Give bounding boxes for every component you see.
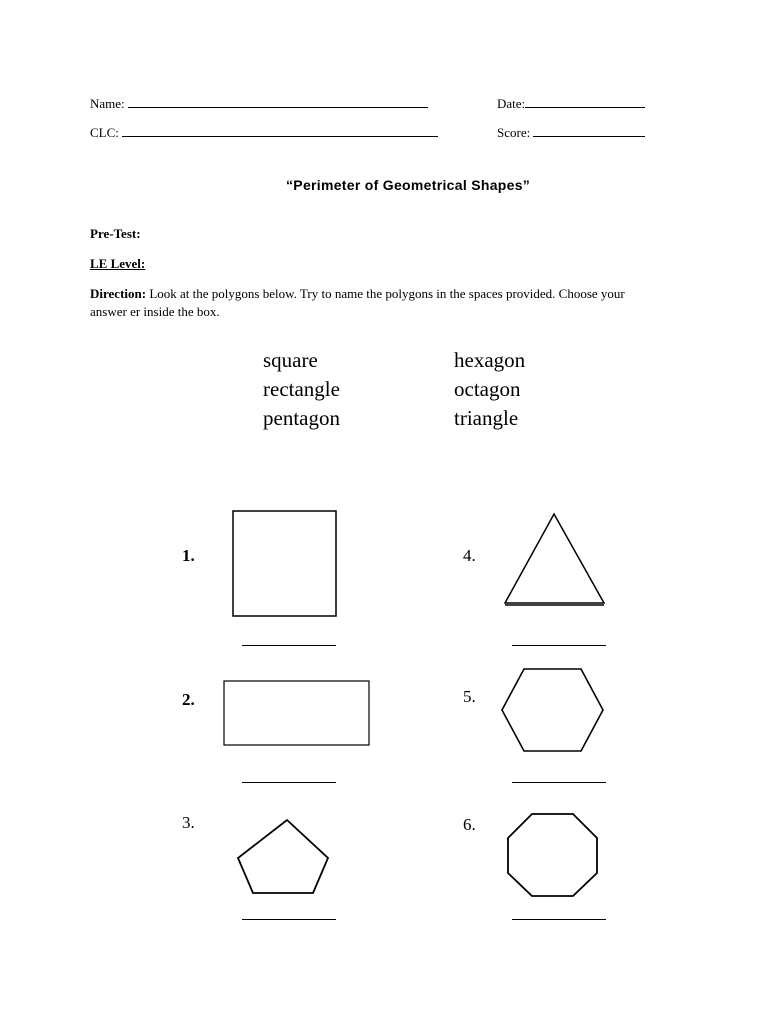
score-blank[interactable] bbox=[533, 124, 645, 137]
clc-field[interactable] bbox=[90, 124, 438, 141]
answer-blank-2[interactable] bbox=[242, 782, 336, 783]
item-number: 4. bbox=[463, 546, 476, 565]
word-box-right bbox=[454, 346, 525, 433]
score-label: Score: bbox=[497, 125, 531, 140]
le-level-label: LE Level: bbox=[90, 256, 146, 271]
answer-blank-3[interactable] bbox=[242, 919, 336, 920]
item-number: 1. bbox=[182, 546, 195, 565]
hexagon-icon bbox=[500, 667, 606, 753]
answer-blank-4[interactable] bbox=[512, 645, 606, 646]
pretest-label: Pre-Test: bbox=[90, 226, 141, 241]
answer-blank-5[interactable] bbox=[512, 782, 606, 783]
date-label: Date: bbox=[497, 96, 526, 111]
item-number: 5. bbox=[463, 687, 476, 706]
page-title: “Perimeter of Geometrical Shapes” bbox=[286, 177, 531, 193]
pentagon-icon bbox=[235, 818, 331, 896]
name-field[interactable] bbox=[90, 95, 428, 112]
word-option: pentagon bbox=[263, 406, 340, 430]
direction-body: Look at the polygons below. Try to name the polygons in the spaces provided. Choose your answer er inside the box. bbox=[90, 286, 625, 319]
item-number: 6. bbox=[463, 815, 476, 834]
date-field[interactable] bbox=[497, 95, 645, 112]
name-label: Name: bbox=[90, 96, 125, 111]
octagon-icon bbox=[506, 812, 600, 898]
rectangle-icon bbox=[223, 680, 371, 747]
direction-label: Direction: bbox=[90, 286, 147, 301]
word-box-left bbox=[263, 346, 340, 433]
direction-text bbox=[90, 285, 650, 321]
answer-blank-6[interactable] bbox=[512, 919, 606, 920]
triangle-icon bbox=[503, 512, 607, 606]
square-icon bbox=[232, 510, 338, 618]
answer-blank-1[interactable] bbox=[242, 645, 336, 646]
item-number: 2. bbox=[182, 690, 195, 709]
word-option: triangle bbox=[454, 406, 519, 430]
item-number: 3. bbox=[182, 813, 195, 832]
score-field[interactable] bbox=[497, 124, 645, 141]
word-option: square bbox=[263, 348, 318, 372]
word-option: hexagon bbox=[454, 348, 526, 372]
clc-label: CLC: bbox=[90, 125, 119, 140]
name-blank[interactable] bbox=[128, 95, 428, 108]
word-option: octagon bbox=[454, 377, 521, 401]
date-blank[interactable] bbox=[525, 95, 645, 108]
clc-blank[interactable] bbox=[122, 124, 438, 137]
word-option: rectangle bbox=[263, 377, 340, 401]
